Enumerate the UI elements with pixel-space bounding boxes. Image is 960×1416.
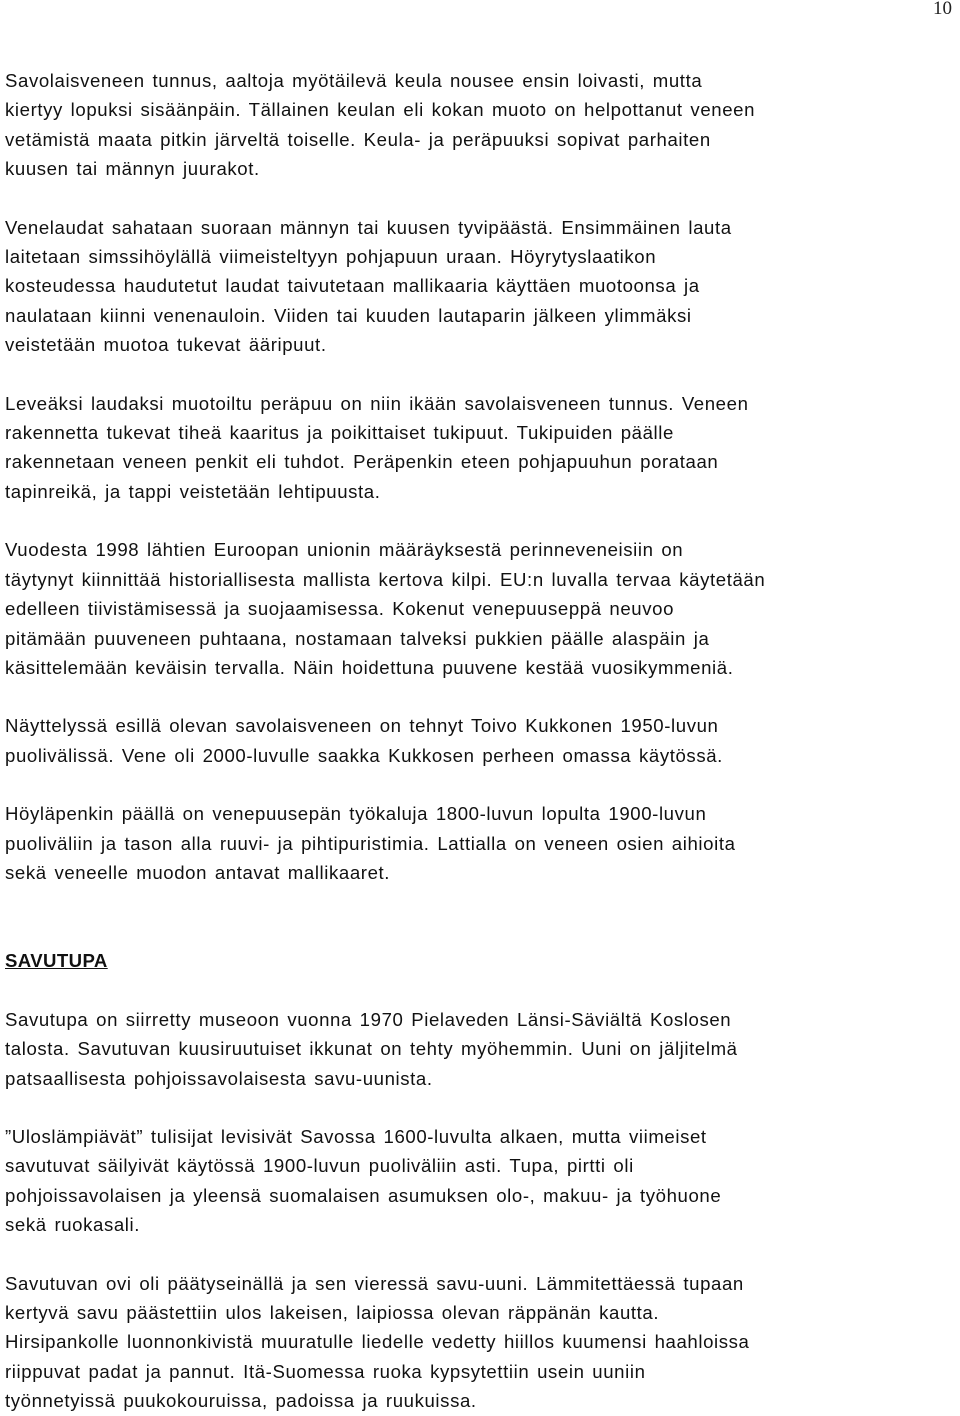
paragraph-hoylapenkki: Höyläpenkin päällä on venepuusepän työkaluja 1800-luvun lopulta 1900-luvun puoliväliin ja tason alla ruuvi- ja pihtipuristimia. Lattialla on veneen osien aihioita sekä veneelle muodon antavat mallikaaret. bbox=[5, 803, 736, 883]
paragraph-venelaudat: Venelaudat sahataan suoraan männyn tai kuusen tyvipäästä. Ensimmäinen lauta laitetaan simssihöylällä viimeisteltyyn pohjapuun uraan. Höyrytyslaatikon kosteudessa haudutetut laudat taivutetaan mallikaaria käyttäen muotoonsa ja naulataan kiinni venenauloin. Viiden tai kuuden lautaparin jälkeen ylimmäksi veistetään muotoa tukevat ääripuut. bbox=[5, 216, 732, 356]
section-heading-savutupa: SAVUTUPA bbox=[5, 950, 108, 972]
paragraph-savutuvan-ovi: Savutuvan ovi oli päätyseinällä ja sen vieressä savu-uuni. Lämmitettäessä tupaan kertyvä savu päästettiin ulos lakeisen, laipiossa olevan räppänän kautta. Hirsipankolle luonnonkivistä muuratulle liedelle vedetty hiillos kuumensi haahloissa riippuvat padat ja pannut. Itä-Suomessa ruoka kypsytettiin usein uuniin työnnetyissä puukokouruissa, padoissa ja ruukuissa. bbox=[5, 1272, 750, 1412]
page-number: 10 bbox=[933, 0, 952, 19]
paragraph-eu-maarays: Vuodesta 1998 lähtien Euroopan unionin määräyksestä perinneveneisiin on täytynyt kiinnittää historiallisesta mallista kertova kilpi. EU:n luvalla tervaa käytetään edelleen tiivistämisessä ja suojaamisessa. Kokenut venepuuseppä neuvoo pitämään puuveneen puhtaana, nostamaan talveksi pukkien päälle alaspäin ja käsittelemään keväisin tervalla. Näin hoidettuna puuvene kestää vuosikymmeniä. bbox=[5, 539, 766, 678]
paragraph-savutupa-siirto: Savutupa on siirretty museoon vuonna 1970 Pielaveden Länsi-Säviältä Koslosen talosta. Savutuvan kuusiruutuiset ikkunat on tehty myöhemmin. Uuni on jäljitelmä patsaallisesta pohjoissavolaisesta savu-uunista. bbox=[5, 1008, 738, 1089]
paragraph-nayttelyvene: Näyttelyssä esillä olevan savolaisveneen on tehnyt Toivo Kukkonen 1950-luvun puolivälissä. Vene oli 2000-luvulle saakka Kukkosen perheen omassa käytössä. bbox=[5, 715, 723, 766]
paragraph-uloslampiavat: ”Uloslämpiävät” tulisijat levisivät Savossa 1600-luvulta alkaen, mutta viimeiset savutuvat säilyivät käytössä 1900-luvun puoliväliin asti. Tupa, pirtti oli pohjoissavolaisen ja yleensä suomalaisen asumuksen olo-, makuu- ja työhuone sekä ruokasali. bbox=[5, 1125, 722, 1236]
paragraph-perapuu: Leveäksi laudaksi muotoiltu peräpuu on niin ikään savolaisveneen tunnus. Veneen rakennetta tukevat tiheä kaaritus ja poikittaiset tukipuut. Tukipuiden päälle rakennetaan veneen penkit eli tuhdot. Peräpenkin eteen pohjapuuhun porataan tapinreikä, ja tappi veistetään lehtipuusta. bbox=[5, 392, 749, 502]
paragraph-savolaisvene-keula: Savolaisveneen tunnus, aaltoja myötäilevä keula nousee ensin loivasti, mutta kiertyy lopuksi sisäänpäin. Tällainen keulan eli kokan muoto on helpottanut veneen vetämistä maata pitkin järveltä toiselle. Keula- ja peräpuuksi sopivat parhaiten kuusen tai männyn juurakot. bbox=[5, 70, 756, 180]
document-body bbox=[5, 66, 955, 1416]
